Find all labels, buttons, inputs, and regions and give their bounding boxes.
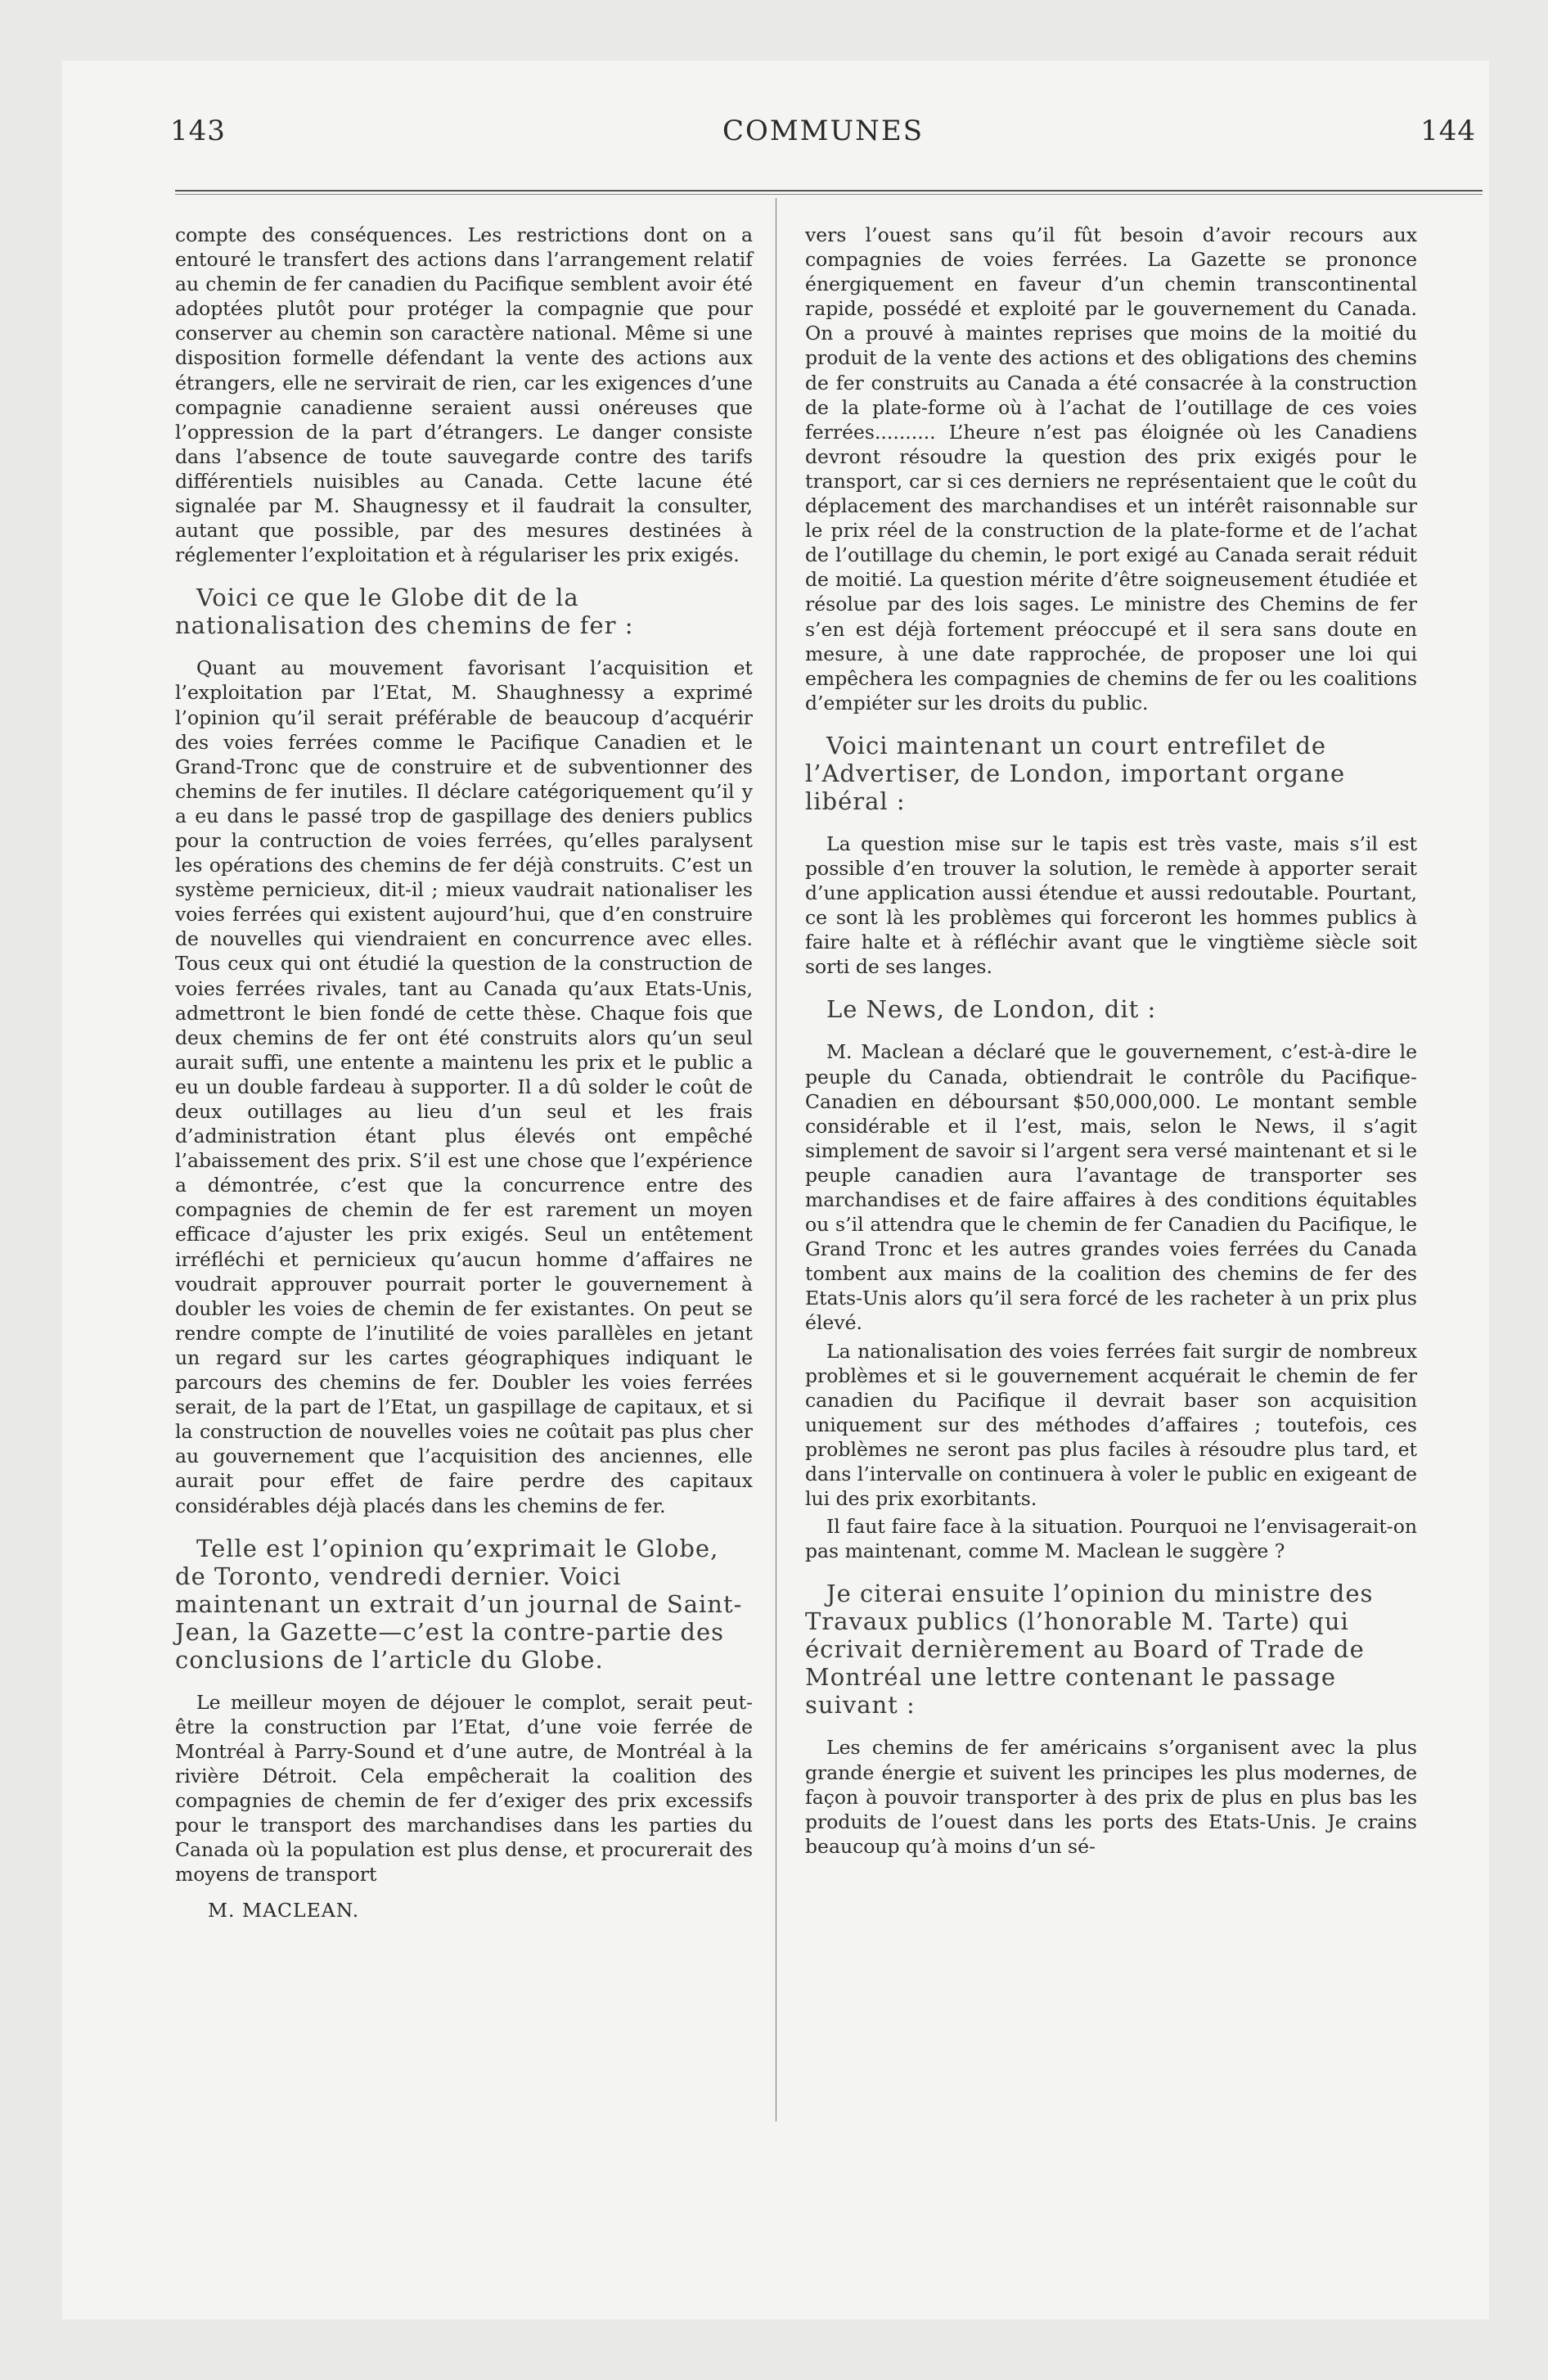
quoted-paragraph: Quant au mouvement favorisant l’acquisition et l’exploitation par l’Etat, M. Shaughnessy a exprimé l’opinion qu’il serait préférable de beaucoup d’acquérir des voies ferrées comme le Pacifique Canadien et le Grand-Tronc que de construire et de subventionner des chemins de fer inutiles. Il déclare catégoriquement qu’il y a eu dans le passé trop de gaspillage des deniers publics pour la contruction de voies ferrées, qu’elles paralysent les opérations des chemins de fer déjà construits. C’est un système pernicieux, dit-il ; mieux vaudrait nationaliser les voies ferrées qui existent aujourd’hui, que d’en construire de nouvelles qui viendraient en concurrence avec elles. Tous ceux qui ont étudié la question de la construction de voies ferrées rivales, tant au Canada qu’aux Etats-Unis, admettront le bien fondé de cette thèse. Chaque fois que deux chemins de fer ont été construits alors qu’un seul aurait suffi, une entente a maintenu les prix et le public a eu un double fardeau à supporter. Il a dû solder le coût de deux outillages au lieu d’un seul et les frais d’administration étant plus élevés ont empêché l’abaissement des prix. S’il est une chose que l’expérience a démontrée, c’est que la concurrence entre des compagnies de chemin de fer est rarement un moyen efficace d’ajuster les prix exigés. Seul un entêtement irréfléchi et pernicieux qu’aucun homme d’affaires ne voudrait approuver pourrait porter le gouvernement à doubler les voies de chemin de fer existantes. On peut se rendre compte de l’inutilité de voies parallèles en jetant un regard sur les cartes géographiques indiquant le parcours des chemins de fer. Doubler les voies ferrées serait, de la part de l’Etat, un gaspillage de capitaux, et si la construction de nouvelles voies ne coûtait pas plus cher au gouvernement que l’acquisition des anciennes, elle aurait pour effet de faire perdre des capitaux considérables déjà placés dans les chemins de fer. bbox=[175, 656, 753, 1517]
quoted-paragraph: La nationalisation des voies ferrées fait surgir de nombreux problèmes et si le gouvernement acquérait le chemin de fer canadien du Pacifique il devrait baser son acquisition uniquement sur des méthodes d’affaires ; toutefois, ces problèmes ne seront pas plus faciles à résoudre plus tard, et dans l’intervalle on continuera à voler le public en exigeant de lui des prix exorbitants. bbox=[805, 1339, 1417, 1511]
page-number-right: 144 bbox=[1420, 115, 1476, 147]
page-header bbox=[170, 115, 1476, 164]
quoted-paragraph: La question mise sur le tapis est très vaste, mais s’il est possible d’en trouver la solution, le remède à apporter serait d’une application aussi étendue et aussi redoutable. Pourtant, ce sont là les problèmes qui forceront les hommes publics à faire halte et à réfléchir avant que le vingtième siècle soit sorti de ses langes. bbox=[805, 832, 1417, 979]
signature: M. MACLEAN. bbox=[208, 1899, 360, 1922]
right-column bbox=[805, 223, 1417, 1862]
section-intro: Je citerai ensuite l’opinion du ministre des Travaux publics (l’honorable M. Tarte) qui écrivait dernièrement au Board of Trade de Montréal une lettre contenant le passage suivant : bbox=[805, 1580, 1374, 1720]
left-column bbox=[175, 223, 753, 1922]
page-number-left: 143 bbox=[170, 115, 226, 147]
section-intro: Le News, de London, dit : bbox=[826, 995, 1157, 1024]
quoted-paragraph: Le meilleur moyen de déjouer le complot, serait peut-être la construction par l’Etat, d’une voie ferrée de Montréal à Parry-Sound et d’une autre, de Montréal à la rivière Détroit. Cela empêcherait la coalition des compagnies de chemin de fer d’exiger des prix excessifs pour le transport des marchandises dans les parties du Canada où la population est plus dense, et procurerait des moyens de transport bbox=[175, 1690, 753, 1886]
section-intro: Telle est l’opinion qu’exprimait le Globe, de Toronto, vendredi dernier. Voici maintenant un extrait d’un journal de Saint-Jean, la Gazette—c’est la contre-partie des conclusions de l’article du Globe. bbox=[175, 1534, 743, 1674]
quoted-paragraph: M. Maclean a déclaré que le gouvernement, c’est-à-dire le peuple du Canada, obtiendrait le contrôle du Pacifique-Canadien en déboursant $50,000,000. Le montant semble considérable et il l’est, mais, selon le News, il s’agit simplement de savoir si l’argent sera versé maintenant et si le peuple canadien aura l’avantage de transporter ses marchandises et de faire affaires à des conditions équitables ou s’il attendra que le chemin de fer Canadien du Pacifique, le Grand Tronc et les autres grandes voies ferrées du Canada tombent aux mains de la coalition des chemins de fer des Etats-Unis alors qu’il sera forcé de les racheter à un prix plus élevé. bbox=[805, 1040, 1417, 1335]
paragraph: compte des conséquences. Les restrictions dont on a entouré le transfert des actions dans l’arrangement relatif au chemin de fer canadien du Pacifique semblent avoir été adoptées plutôt pour protéger la compagnie que pour conserver au chemin son caractère national. Même si une disposition formelle défendant la vente des actions aux étrangers, elle ne servirait de rien, car les exigences d’une compagnie canadienne seraient aussi onéreuses que l’oppression de la part d’étrangers. Le danger consiste dans l’absence de toute sauvegarde contre des tarifs différentiels nuisibles au Canada. Cette lacune été signalée par M. Shaugnessy et il faudrait la consulter, autant que possible, par des mesures destinées à réglementer l’exploitation et à régulariser les prix exigés. bbox=[175, 223, 753, 567]
section-intro: Voici maintenant un court entrefilet de l’Advertiser, de London, important organe libéral : bbox=[805, 731, 1346, 815]
quoted-paragraph: Les chemins de fer américains s’organisent avec la plus grande énergie et suivent les principes les plus modernes, de façon à pouvoir transporter à des prix de plus en plus bas les produits de l’ouest dans les ports des Etats-Unis. Je crains beaucoup qu’à moins d’un sé- bbox=[805, 1736, 1417, 1858]
header-rule bbox=[175, 190, 1483, 195]
section-intro: Voici ce que le Globe dit de la nationalisation des chemins de fer : bbox=[175, 584, 634, 640]
quoted-paragraph: Il faut faire face à la situation. Pourquoi ne l’envisagerait-on pas maintenant, comme M. Maclean le suggère ? bbox=[805, 1515, 1417, 1563]
running-title: COMMUNES bbox=[722, 115, 925, 147]
paragraph: vers l’ouest sans qu’il fût besoin d’avoir recours aux compagnies de voies ferrées. La Gazette se prononce énergiquement en faveur d’un chemin transcontinental rapide, possédé et exploité par le gouvernement du Canada. On a prouvé à maintes reprises que moins de la moitié du produit de la vente des actions et des obligations des chemins de fer construits au Canada a été consacrée à la construction de la plate-forme où à l’achat de l’outillage de ces voies ferrées.......... L’heure n’est pas éloignée où les Canadiens devront résoudre la question des prix exigés pour le transport, car si ces derniers ne représentaient que le coût du déplacement des marchandises et un intérêt raisonnable sur le prix réel de la construction de la plate-forme et de l’achat de l’outillage du chemin, le port exigé au Canada serait réduit de moitié. La question mérite d’être soigneusement étudiée et résolue par des lois sages. Le ministre des Chemins de fer s’en est déjà fortement préoccupé et il sera sans doute en mesure, à une date rapprochée, de proposer une loi qui empêchera les compagnies de chemins de fer ou les coalitions d’empiéter sur les droits du public. bbox=[805, 223, 1417, 714]
